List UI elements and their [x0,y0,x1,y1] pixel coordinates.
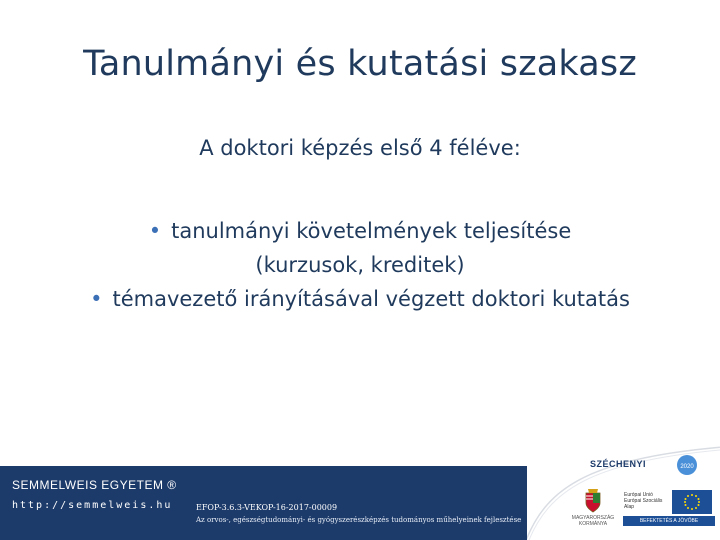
project-code: EFOP-3.6.3-VEKOP-16-2017-00009 [196,503,338,512]
szechenyi-logo-text: SZÉCHENYI [590,459,647,469]
szechenyi-badge-text: 2020 [680,464,694,470]
crest-label: MAGYARORSZÁG KORMÁNYA [571,515,615,527]
slide-title: Tanulmányi és kutatási szakasz [83,44,637,84]
bullet-1-continuation: (kurzusok, kreditek) [255,253,465,277]
eu-banner: BEFEKTETÉS A JÖVŐBE [623,516,715,526]
project-description: Az orvos-, egészségtudományi- és gyógyszerészképzés tudományos műhelyeinek fejlesztése [196,516,522,524]
hungarian-crest-icon [584,487,602,513]
bullet-icon: • [90,287,103,311]
university-url[interactable]: http://semmelweis.hu [12,500,173,511]
bullet-icon: • [148,219,162,243]
bullet-item-2 [0,282,720,316]
slide-subtitle: A doktori képzés első 4 féléve: [199,136,521,160]
bullet-2-text: témavezető irányításával végzett doktori kutatás [112,287,630,311]
university-name: SEMMELWEIS EGYETEM ® [12,478,177,492]
eu-text: Európai Unió Európai Szociális Alap [624,492,663,510]
eu-flag-icon [672,490,712,514]
bullet-item-1 [0,214,720,248]
bullet-1-text: tanulmányi követelmények teljesítése [171,219,572,243]
bullet-list [0,214,720,316]
szechenyi-2020-badge-icon [676,454,698,476]
